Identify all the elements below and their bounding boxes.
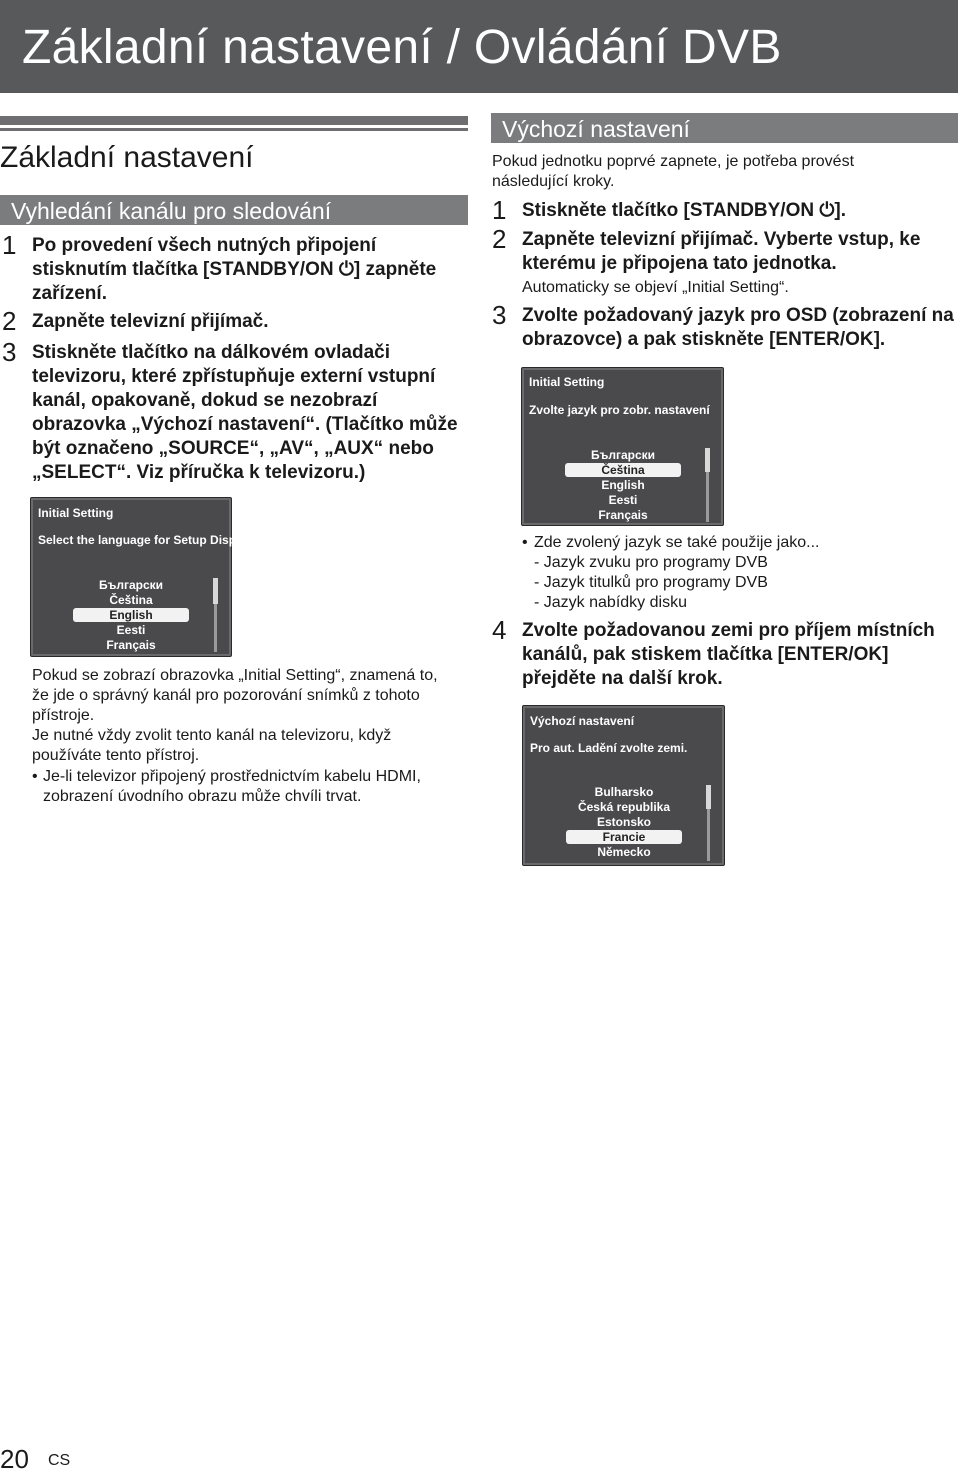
step-number: 1 xyxy=(492,195,507,225)
dash-icon: - xyxy=(534,594,544,611)
r-step-2-text xyxy=(522,228,952,276)
osd-option[interactable]: Německo xyxy=(597,845,651,859)
intro xyxy=(492,152,952,192)
dash-text: Jazyk titulků pro programy DVB xyxy=(543,574,768,591)
osd-option[interactable]: Български xyxy=(98,578,164,592)
osd-initial-setting-cestina xyxy=(521,367,724,526)
osd-prompt: Zvolte jazyk pro zobr. nastavení xyxy=(529,403,710,417)
r-step-2-note: Automaticky se objeví „Initial Setting“. xyxy=(522,279,789,296)
page-title: Základní nastavení / Ovládání DVB xyxy=(22,21,782,74)
dash-item xyxy=(534,553,954,573)
step-line: televizoru, které zpřístupňuje externí vstupní xyxy=(32,366,436,387)
osd-country-select xyxy=(522,705,725,866)
right-section-title: Výchozí nastavení xyxy=(502,116,690,142)
intro-line: následující kroky. xyxy=(492,173,615,190)
step-number: 3 xyxy=(2,337,17,367)
dash-text: Jazyk zvuku pro programy DVB xyxy=(543,554,768,571)
osd-option[interactable]: Français xyxy=(598,508,648,522)
step-line: být označeno „SOURCE“, „AV“, „AUX“ nebo xyxy=(32,438,434,459)
note-line: že jde o správný kanál pro pozorování snímků z tohoto xyxy=(32,687,420,704)
osd-scrollbar-thumb[interactable] xyxy=(705,448,710,472)
subsection-bar xyxy=(0,195,468,225)
step-line: přejděte na další krok. xyxy=(522,668,723,689)
step-line: Zapněte televizní přijímač. Vyberte vstup, ke xyxy=(522,229,921,250)
osd-option[interactable]: Français xyxy=(106,638,156,652)
section-rule-thick xyxy=(0,116,468,125)
intro-line: Pokud jednotku poprvé zapnete, je potřeba provést xyxy=(492,153,855,170)
language-code: CS xyxy=(48,1452,71,1469)
step-number: 3 xyxy=(492,300,507,330)
step-line: obrazovce) a pak stiskněte [ENTER/OK]. xyxy=(522,329,886,350)
step-line: kanálů, pak stiskem tlačítka [ENTER/OK] xyxy=(522,644,889,665)
dash-icon: - xyxy=(534,554,544,571)
note-line: Je nutné vždy zvolit tento kanál na televizoru, když xyxy=(32,727,392,744)
step-line: Zapněte televizní přijímač. xyxy=(32,311,269,332)
osd-option[interactable]: Eesti xyxy=(608,493,638,507)
step-2-text xyxy=(32,310,472,334)
step-line: Stiskněte tlačítko na dálkovém ovladači xyxy=(32,342,390,363)
osd-option-selected[interactable]: English xyxy=(73,608,189,622)
step-line: Zvolte požadovanou zemi pro příjem místních xyxy=(522,620,935,641)
osd-option[interactable]: Български xyxy=(590,448,656,462)
osd-scrollbar-thumb[interactable] xyxy=(213,578,218,604)
section-rule-thin xyxy=(0,128,468,131)
note-line: používáte tento přístroj. xyxy=(32,747,200,764)
r-step-4-text xyxy=(522,619,958,691)
step-line: zařízení. xyxy=(32,283,107,304)
step-line: „SELECT“. Viz příručka k televizoru.) xyxy=(32,462,366,483)
osd-scrollbar[interactable] xyxy=(214,578,217,652)
osd-scrollbar-thumb[interactable] xyxy=(706,785,711,809)
osd-prompt: Pro aut. Ladění zvolte zemi. xyxy=(530,741,688,755)
osd-title: Initial Setting xyxy=(38,506,114,520)
osd-prompt: Select the language for Setup Display. xyxy=(38,533,256,547)
step-number: 2 xyxy=(2,306,17,336)
right-section-bar xyxy=(491,113,958,143)
r-step-3-text xyxy=(522,304,958,352)
note-line: přístroje. xyxy=(32,707,95,724)
r-bullet xyxy=(522,533,952,553)
osd-option[interactable]: Bulharsko xyxy=(594,785,654,799)
dash-text: Jazyk nabídky disku xyxy=(543,594,687,611)
step-line: Zvolte požadovaný jazyk pro OSD (zobrazení na xyxy=(522,305,954,326)
subsection-title: Vyhledání kanálu pro sledování xyxy=(11,198,332,224)
step-3-text xyxy=(32,341,472,485)
osd-option[interactable]: Čeština xyxy=(109,593,153,607)
section-title: Základní nastavení xyxy=(0,141,254,174)
dash-item xyxy=(534,573,954,593)
osd-option-selected[interactable]: Francie xyxy=(566,830,682,844)
osd-initial-setting-english xyxy=(30,497,256,657)
step-number: 4 xyxy=(492,615,507,645)
osd-option-selected[interactable]: Čeština xyxy=(565,463,681,477)
osd-option[interactable]: English xyxy=(601,478,645,492)
step-line: obrazovka „Výchozí nastavení“. (Tlačítko může xyxy=(32,414,458,435)
bullet-line: zobrazení úvodního obrazu může chvíli trvat. xyxy=(43,788,362,805)
bullet-icon: • xyxy=(522,534,528,551)
r-step-1-text: Stiskněte tlačítko [STANDBY/ON ⏻]. xyxy=(522,200,847,221)
osd-title: Výchozí nastavení xyxy=(530,714,635,728)
bullet-line: Zde zvolený jazyk se také použije jako... xyxy=(534,534,820,551)
notes xyxy=(32,666,472,766)
step-line: kanál, opakovaně, dokud se nezobrazí xyxy=(32,390,378,411)
osd-scrollbar[interactable] xyxy=(706,448,709,522)
step-line: Po provedení všech nutných připojení xyxy=(32,235,377,256)
dash-list xyxy=(534,553,954,613)
step-line: kterému je připojena tato jednotka. xyxy=(522,253,837,274)
osd-option[interactable]: Česká republika xyxy=(577,800,671,814)
dash-icon: - xyxy=(534,574,544,591)
osd-title: Initial Setting xyxy=(529,375,605,389)
note-line: Pokud se zobrazí obrazovka „Initial Setting“, znamená to, xyxy=(32,667,438,684)
dash-item xyxy=(534,593,954,613)
step-number: 2 xyxy=(492,224,507,254)
step-line: stisknutím tlačítka [STANDBY/ON ⏻] zapněte xyxy=(32,259,437,280)
osd-option[interactable]: Eesti xyxy=(116,623,146,637)
bullet-icon: • xyxy=(32,768,38,785)
bullet-note xyxy=(32,767,472,807)
osd-scrollbar[interactable] xyxy=(707,785,710,861)
bullet-line: Je-li televizor připojený prostřednictvím kabelu HDMI, xyxy=(43,768,421,785)
step-1-text xyxy=(32,234,472,306)
osd-option[interactable]: Estonsko xyxy=(596,815,651,829)
step-number: 1 xyxy=(2,230,17,260)
title-bar xyxy=(0,0,958,93)
page-number: 20 xyxy=(0,1444,29,1474)
